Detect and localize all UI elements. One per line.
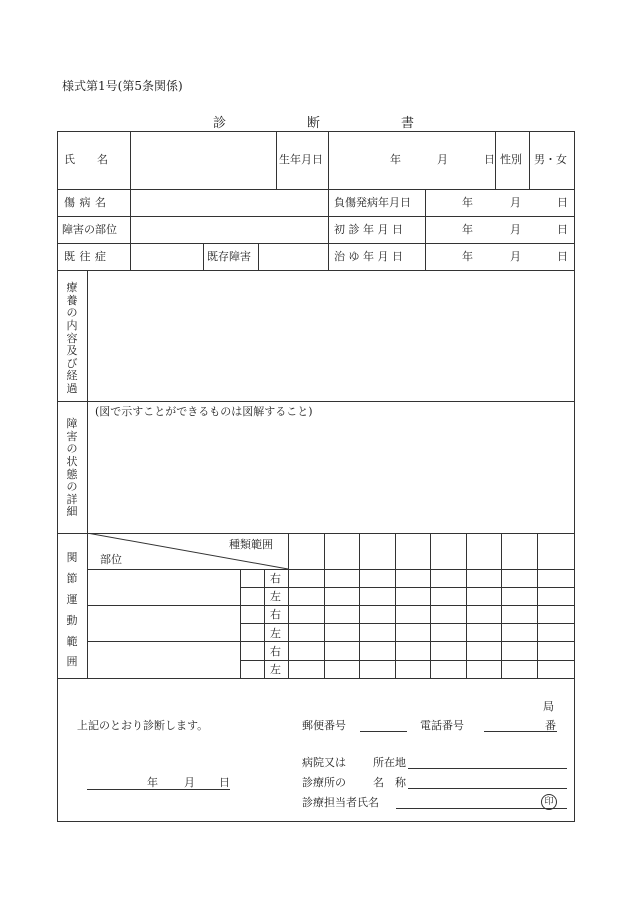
divider — [57, 270, 575, 271]
facility-name-line — [408, 788, 567, 789]
clinic-label: 診療所の — [302, 776, 346, 789]
statement: 上記のとおり診断します。 — [77, 719, 209, 732]
divider — [537, 533, 538, 678]
title-char-2: 断 — [307, 116, 321, 131]
injury-date-label: 負傷発病年月日 — [334, 196, 411, 209]
joint-header-part: 部位 — [100, 553, 122, 566]
joint-right-3: 右 — [270, 645, 281, 658]
divider — [328, 131, 329, 270]
divider — [466, 533, 467, 678]
joint-right-2: 右 — [270, 608, 281, 621]
facility-name-label: 名 称 — [373, 776, 406, 789]
postal-line — [360, 731, 407, 732]
existing-disability-label: 既存障害 — [207, 250, 251, 263]
divider — [264, 569, 265, 678]
injury-year: 年 — [462, 196, 473, 209]
dob-label: 生年月日 — [279, 153, 323, 166]
divider — [203, 243, 204, 270]
title-char-1: 診 — [213, 116, 227, 131]
doctor-line — [396, 808, 567, 809]
phone-station: 局 — [543, 700, 554, 713]
joint-left-3: 左 — [270, 663, 281, 676]
divider — [240, 623, 575, 624]
divider — [425, 189, 426, 270]
joint-header-type: 種類範囲 — [229, 538, 273, 551]
divider — [57, 678, 575, 679]
disability-site-label: 障害の部位 — [62, 223, 117, 236]
phone-number: 番 — [545, 719, 556, 732]
divider — [359, 533, 360, 678]
divider — [240, 587, 575, 588]
joint-right-1: 右 — [270, 572, 281, 585]
cure-year: 年 — [462, 250, 473, 263]
divider — [57, 189, 575, 190]
dob-day: 日 — [484, 153, 495, 166]
sex-value: 男・女 — [534, 153, 567, 166]
address-line — [408, 768, 567, 769]
divider — [395, 533, 396, 678]
injury-month: 月 — [510, 196, 521, 209]
divider — [57, 401, 575, 402]
sex-label: 性別 — [500, 153, 522, 166]
divider — [130, 131, 131, 270]
divider — [57, 243, 575, 244]
injury-label: 傷 病 名 — [64, 196, 107, 209]
divider — [57, 216, 575, 217]
sign-year: 年 — [147, 776, 158, 789]
form-number: 様式第1号(第5条関係) — [62, 79, 183, 93]
first-visit-label: 初 診 年 月 日 — [334, 223, 403, 236]
divider — [324, 533, 325, 678]
joint-range-label: 関節運動範囲 — [66, 551, 78, 669]
divider — [495, 131, 496, 189]
hospital-label: 病院又は — [302, 756, 346, 769]
first-visit-month: 月 — [510, 223, 521, 236]
past-history-label: 既 往 症 — [64, 250, 107, 263]
postal-label: 郵便番号 — [302, 719, 346, 732]
sign-month: 月 — [184, 776, 195, 789]
divider — [258, 243, 259, 270]
address-label: 所在地 — [373, 756, 406, 769]
cure-date-label: 治 ゆ 年 月 日 — [334, 250, 403, 263]
divider — [240, 569, 241, 678]
treatment-label: 療養の内容及び経過 — [66, 281, 78, 396]
dob-month: 月 — [437, 153, 448, 166]
divider — [430, 533, 431, 678]
divider — [501, 533, 502, 678]
first-visit-day: 日 — [557, 223, 568, 236]
dob-year: 年 — [390, 153, 401, 166]
divider — [276, 131, 277, 189]
first-visit-year: 年 — [462, 223, 473, 236]
cure-month: 月 — [510, 250, 521, 263]
divider — [87, 270, 88, 678]
cure-day: 日 — [557, 250, 568, 263]
condition-label: 障害の状態の詳細 — [66, 417, 78, 519]
joint-left-2: 左 — [270, 627, 281, 640]
title-char-3: 書 — [401, 116, 415, 131]
sign-date-line — [87, 789, 230, 790]
name-label: 氏 名 — [64, 153, 108, 166]
divider — [529, 131, 530, 189]
seal-mark: 印 — [541, 794, 557, 810]
sign-day: 日 — [219, 776, 230, 789]
phone-label: 電話番号 — [420, 719, 464, 732]
condition-note: (図で示すことができるものは図解すること) — [95, 405, 313, 418]
doctor-label: 診療担当者氏名 — [302, 796, 379, 809]
injury-day: 日 — [557, 196, 568, 209]
divider — [240, 660, 575, 661]
joint-left-1: 左 — [270, 590, 281, 603]
